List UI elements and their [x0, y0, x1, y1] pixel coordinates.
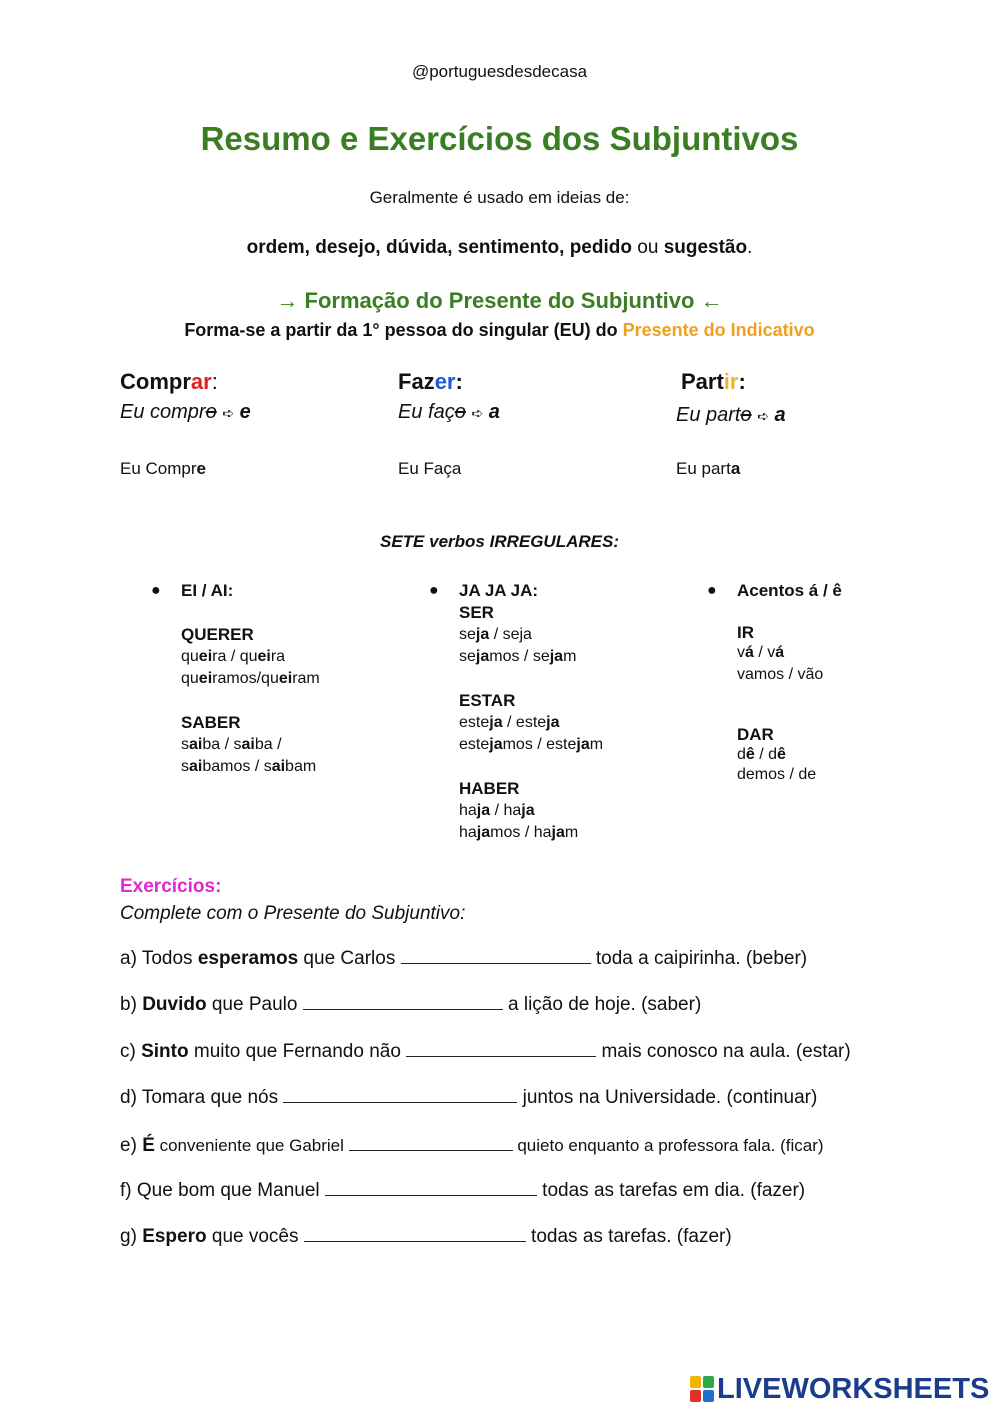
answer-blank[interactable]	[406, 1042, 596, 1057]
liveworksheets-logo[interactable]: LIVEWORKSHEETS	[690, 1373, 990, 1405]
irregular-heading: SETE verbos IRREGULARES:	[380, 532, 619, 551]
result-parta: Eu parta	[676, 459, 741, 478]
eu-faco: Eu faço ➪ a	[398, 401, 500, 423]
verb-comprar: Comprar:	[120, 369, 218, 394]
exercises-title: Exercícios:	[120, 876, 222, 897]
ideas-list: ordem, desejo, dúvida, sentimento, pedido ou sugestão.	[246, 237, 753, 258]
arrow-icon: ➪	[757, 408, 769, 424]
bullet-icon: ●	[707, 582, 717, 599]
exercise-a: a) Todos esperamos que Carlos toda a caipirinha. (beber)	[120, 948, 808, 969]
bullet-icon: ●	[151, 582, 161, 599]
result-faca: Eu Faça	[398, 459, 462, 478]
intro-text: Geralmente é usado em ideias de:	[369, 188, 630, 207]
eu-parto: Eu parto ➪ a	[676, 404, 786, 426]
arrow-icon: ➪	[471, 405, 484, 421]
answer-blank[interactable]	[304, 1227, 526, 1242]
formation-rule: Forma-se a partir da 1° pessoa do singular (EU) do Presente do Indicativo	[184, 320, 815, 340]
verb-fazer: Fazer:	[398, 369, 463, 394]
page-title: Resumo e Exercícios dos Subjuntivos	[200, 120, 799, 157]
column-ja: ● JA JA JA: SER seja / seja sejamos / sejam ESTAR esteja / esteja estejamos / estejam HABER haja / haja hajamos / hajam	[429, 581, 604, 841]
exercise-f: f) Que bom que Manuel todas as tarefas em dia. (fazer)	[120, 1180, 806, 1201]
verb-partir: Partir:	[681, 369, 746, 394]
exercises-instruction: Complete com o Presente do Subjuntivo:	[120, 903, 466, 924]
answer-blank[interactable]	[349, 1136, 513, 1151]
answer-blank[interactable]	[401, 949, 591, 964]
answer-blank[interactable]	[325, 1181, 537, 1196]
exercise-e: e) É conveniente que Gabriel quieto enquanto a professora fala. (ficar)	[120, 1135, 824, 1156]
eu-compro: Eu compro ➪ e	[120, 401, 251, 423]
exercise-c: c) Sinto muito que Fernando não mais conosco na aula. (estar)	[120, 1041, 851, 1062]
indicative-highlight: Presente do Indicativo	[622, 320, 815, 340]
exercise-b: b) Duvido que Paulo a lição de hoje. (saber)	[120, 994, 702, 1015]
result-compre: Eu Compre	[120, 459, 206, 478]
author-handle: @portuguesdesdecasa	[411, 62, 588, 81]
exercise-d: d) Tomara que nós juntos na Universidade. (continuar)	[120, 1087, 818, 1108]
exercise-g: g) Espero que vocês todas as tarefas. (fazer)	[120, 1226, 732, 1247]
column-acentos: ● Acentos á / ê IR vá / vá vamos / vão DAR dê / dê demos / de	[707, 581, 842, 783]
formation-heading: → Formação do Presente do Subjuntivo ←	[276, 288, 723, 313]
liveworksheets-logo-icon	[690, 1376, 714, 1402]
arrow-icon: ➪	[222, 405, 235, 421]
answer-blank[interactable]	[303, 995, 503, 1010]
bullet-icon: ●	[429, 582, 439, 599]
column-ei-ai: ● EI / AI: QUERER queira / queira queiramos/queiram SABER saiba / saiba / saibamos / saibam	[151, 581, 320, 775]
answer-blank[interactable]	[283, 1088, 517, 1103]
